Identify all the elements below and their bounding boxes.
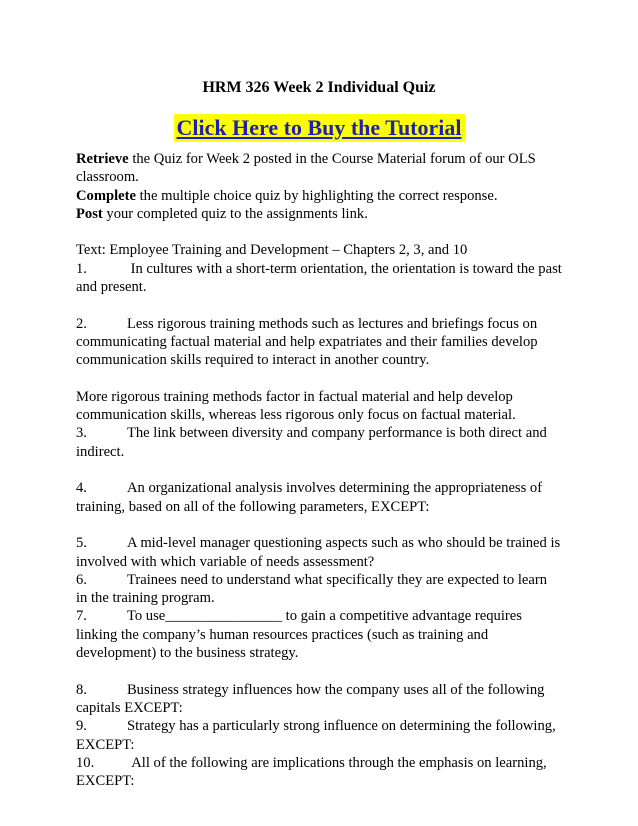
question-10: [76, 754, 562, 791]
question-text: All of the following are implications through the emphasis on learning, EXCEPT:: [76, 754, 547, 790]
instruction-complete: [76, 187, 562, 205]
answer-note: More rigorous training methods factor in factual material and help develop communication skills, whereas less rigorous only focus on factual material.: [76, 388, 516, 424]
question-text: To use________________ to gain a competitive advantage requires linking the company’s human resources practices (such as training and development) to the business strategy.: [76, 608, 522, 662]
instruction-keyword: Retrieve: [76, 151, 129, 167]
question-number: 8.: [76, 681, 87, 698]
buy-tutorial-link[interactable]: Click Here to Buy the Tutorial: [174, 114, 465, 142]
question-text: Less rigorous training methods such as lectures and briefings focus on communicating factual material and help expatriates and their families develop communication skills required to interact in another country.: [76, 315, 538, 369]
question-text: Trainees need to understand what specifically they are expected to learn in the training program.: [76, 571, 548, 607]
question-number: 4.: [76, 480, 87, 497]
question-number: 7.: [76, 608, 87, 625]
document-body: [76, 150, 562, 790]
question-number: 1.: [76, 260, 87, 277]
question-number: 3.: [76, 425, 87, 442]
instruction-post: [76, 205, 562, 223]
instruction-text: the multiple choice quiz by highlighting the correct response.: [135, 187, 498, 204]
question-text: A mid-level manager questioning aspects such as who should be trained is involved with which variable of needs assessment?: [76, 535, 561, 570]
question-text: In cultures with a short-term orientation, the orientation is toward the past and present.: [76, 260, 562, 296]
buy-link-container: [0, 114, 638, 142]
instruction-keyword: Complete: [76, 187, 136, 204]
instruction-text: your completed quiz to the assignments link.: [102, 205, 368, 222]
document-title: HRM 326 Week 2 Individual Quiz: [202, 79, 436, 96]
question-text: Business strategy influences how the company uses all of the following capitals EXCEPT:: [76, 681, 545, 716]
question-1: [76, 260, 562, 297]
question-2: [76, 315, 562, 370]
text-reference: Text: Employee Training and Development – Chapters 2, 3, and 10: [76, 242, 468, 259]
question-number: 6.: [76, 571, 87, 588]
instruction-keyword: Post: [76, 205, 103, 222]
instruction-retrieve: [76, 150, 562, 187]
question-9: [76, 717, 562, 754]
question-3: [76, 424, 562, 461]
question-7: [76, 607, 562, 662]
question-number: 9.: [76, 718, 87, 735]
question-number: 5.: [76, 535, 87, 552]
question-5: [76, 534, 562, 571]
question-4: [76, 479, 562, 516]
instruction-text: the Quiz for Week 2 posted in the Course Material forum of our OLS classroom.: [76, 151, 536, 186]
question-text: Strategy has a particularly strong influence on determining the following, EXCEPT:: [76, 718, 556, 753]
question-text: An organizational analysis involves determining the appropriateness of training, based on all of the following parameters, EXCEPT:: [76, 480, 543, 515]
question-number: 2.: [76, 315, 87, 332]
question-number: 10.: [76, 754, 95, 771]
question-6: [76, 571, 562, 608]
question-8: [76, 681, 562, 718]
question-text: The link between diversity and company performance is both direct and indirect.: [76, 425, 547, 460]
